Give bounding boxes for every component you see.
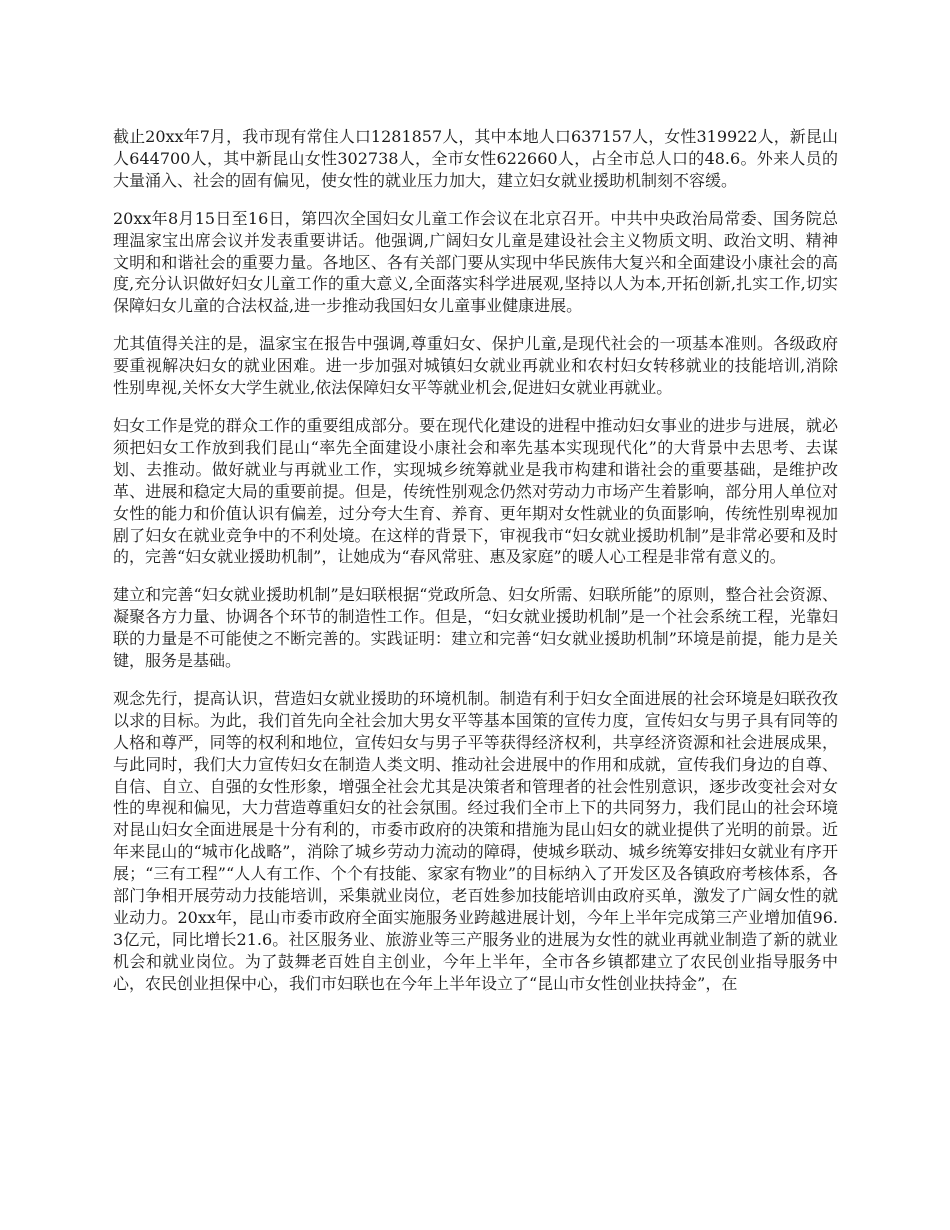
- document-body: [113, 126, 838, 1011]
- paragraph-environment-mechanism: 观念先行，提高认识，营造妇女就业援助的环境机制。制造有利于妇女全面进展的社会环境是妇联孜孜以求的目标。为此，我们首先向全社会加大男女平等基本国策的宣传力度，宣传妇女与男子具有同等的人格和尊严，同等的权利和地位，宣传妇女与男子平等获得经济权利，共享经济资源和社会进展成果，与此同时，我们大力宣传妇女在制造人类文明、推动社会进展中的作用和成就，宣传我们身边的自尊、自信、自立、自强的女性形象，增强全社会尤其是决策者和管理者的社会性别意识，逐步改变社会对女性的卑视和偏见，大力营造尊重妇女的社会氛围。经过我们全市上下的共同努力，我们昆山的社会环境对昆山妇女全面进展是十分有利的，市委市政府的决策和措施为昆山妇女的就业提供了光明的前景。近年来昆山的“城市化战略”，消除了城乡劳动力流动的障碍，使城乡联动、城乡统筹安排妇女就业有序开展；“三有工程”“人人有工作、个个有技能、家家有物业”的目标纳入了开发区及各镇政府考核体系，各部门争相开展劳动力技能培训，采集就业岗位，老百姓参加技能培训由政府买单，激发了广阔女性的就业动力。20xx年，昆山市委市政府全面实施服务业跨越进展计划，今年上半年完成第三产业增加值96.3亿元，同比增长21.6。社区服务业、旅游业等三产服务业的进展为女性的就业再就业制造了新的就业机会和就业岗位。为了鼓舞老百姓自主创业，今年上半年，全市各乡镇都建立了农民创业指导服务中心，农民创业担保中心，我们市妇联也在今年上半年设立了“昆山市女性创业扶持金”，在: [113, 688, 838, 993]
- paragraph-premier-report: 尤其值得关注的是，温家宝在报告中强调,尊重妇女、保护儿童,是现代社会的一项基本准则。各级政府要重视解决妇女的就业困难。进一步加强对城镇妇女就业再就业和农村妇女转移就业的技能培训,消除性别卑视,关怀女大学生就业,依法保障妇女平等就业机会,促进妇女就业再就业。: [113, 334, 838, 398]
- paragraph-population-statistics: 截止20xx年7月，我市现有常住人口1281857人，其中本地人口637157人，女性319922人，新昆山人644700人，其中新昆山女性302738人，全市女性622660人，占全市总人口的48.6。外来人员的大量涌入、社会的固有偏见，使女性的就业压力加大，建立妇女就业援助机制刻不容缓。: [113, 127, 838, 190]
- paragraph-women-work-importance: 妇女工作是党的群众工作的重要组成部分。要在现代化建设的进程中推动妇女事业的进步与进展，就必须把妇女工作放到我们昆山“率先全面建设小康社会和率先基本实现现代化”的大背景中去思考、去谋划、去推动。做好就业与再就业工作，实现城乡统筹就业是我市构建和谐社会的重要基础，是维护改革、进展和稳定大局的重要前提。但是，传统性别观念仍然对劳动力市场产生着影响，部分用人单位对女性的能力和价值认识有偏差，过分夸大生育、养育、更年期对女性就业的负面影响，传统性别卑视加剧了妇女在就业竞争中的不利处境。在这样的背景下，审视我市“妇女就业援助机制”是非常必要和及时的，完善“妇女就业援助机制”，让她成为“春风常驻、惠及家庭”的暖人心工程是非常有意义的。: [113, 415, 838, 567]
- paragraph-national-conference: 20xx年8月15日至16日，第四次全国妇女儿童工作会议在北京召开。中共中央政治局常委、国务院总理温家宝出席会议并发表重要讲话。他强调,广阔妇女儿童是建设社会主义物质文明、政治文明、精神文明和和谐社会的重要力量。各地区、各有关部门要从实现中华民族伟大复兴和全面建设小康社会的高度,充分认识做好妇女儿童工作的重大意义,全面落实科学进展观,坚持以人为本,开拓创新,扎实工作,切实保障妇女儿童的合法权益,进一步推动我国妇女儿童事业健康进展。: [113, 208, 838, 316]
- paragraph-assistance-mechanism: 建立和完善“妇女就业援助机制”是妇联根据“党政所急、妇女所需、妇联所能”的原则，整合社会资源、凝聚各方力量、协调各个环节的制造性工作。但是，“妇女就业援助机制”是一个社会系统工程，光靠妇联的力量是不可能使之不断完善的。实践证明：建立和完善“妇女就业援助机制”环境是前提，能力是关键，服务是基础。: [113, 585, 838, 671]
